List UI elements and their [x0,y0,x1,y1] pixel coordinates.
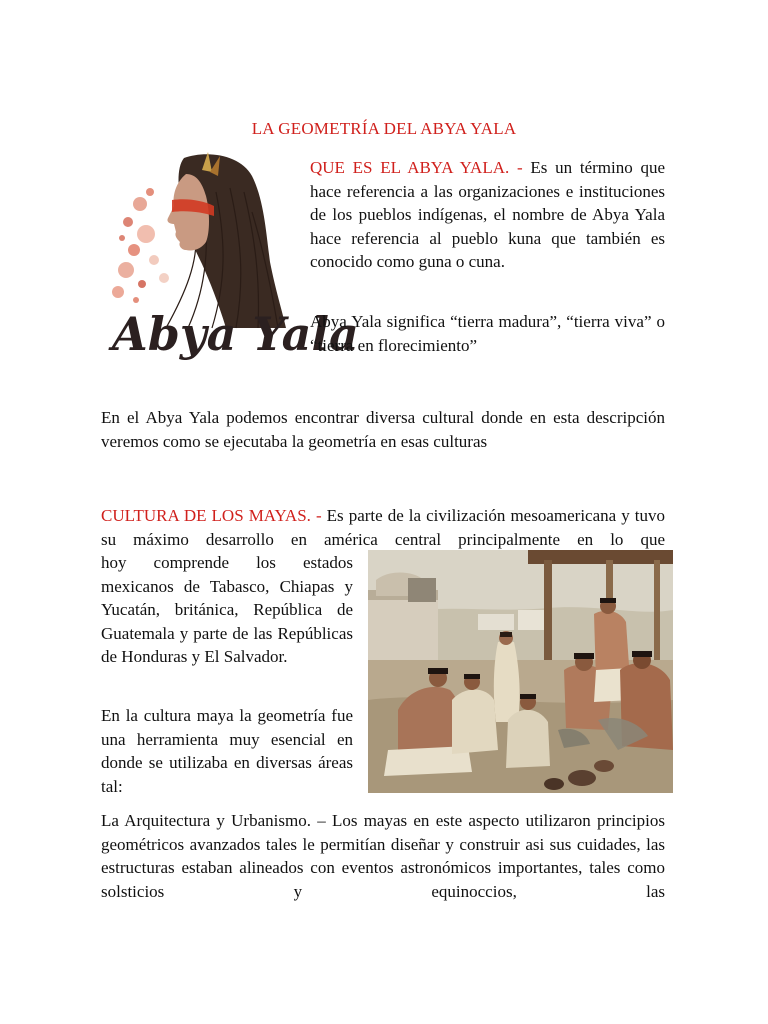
intro-text: Es un término que hace referencia a las organizaciones e instituciones de los pueblos indígenas, el nombre de Abya Yala hace referencia al pueblo kuna que también es conocido como guna o cuna. [310,158,666,271]
mayas-geometry-paragraph: En la cultura maya la geometría fue una herramienta muy esencial en donde se utilizaba en diversas áreas tal: [101,706,353,796]
description-paragraph: En el Abya Yala podemos encontrar diversa cultural donde en esta descripción veremos como se ejecutaba la geometría en esas culturas [101,408,665,451]
mayas-intro-text: Es parte de la civilización mesoamericana y tuvo su máximo desarrollo en américa central principalmente en lo que [101,506,665,549]
intro-heading: QUE ES EL ABYA YALA. - [310,158,523,177]
abya-logo-text: Abya Yala [112,307,359,361]
maya-painting-image [368,550,673,793]
mayas-intro-paragraph [101,504,665,551]
maya-market-painting-icon [368,550,673,793]
intro-paragraph [310,156,665,274]
abya-yala-image [106,152,359,370]
architecture-paragraph: La Arquitectura y Urbanismo. – Los mayas en este aspecto utilizaron principios geométricos avanzados tales le permitían diseñar y construir asi sus cuidades, las estructuras estaban alineados con eventos astronómicos importantes, tales como solsticios y equinoccios, las [101,811,665,901]
indigenous-portrait-illustration-icon [106,152,359,370]
page-title: LA GEOMETRÍA DEL ABYA YALA [251,119,517,138]
mayas-region-paragraph: hoy comprende los estados mexicanos de Tabasco, Chiapas y Yucatán, británica, República de Guatemala y parte de las Repúblicas de Honduras y El Salvador. [101,553,353,666]
mayas-heading: CULTURA DE LOS MAYAS. - [101,506,322,525]
meaning-paragraph: Abya Yala significa “tierra madura”, “tierra viva” o “tierra en florecimiento” [310,312,665,355]
